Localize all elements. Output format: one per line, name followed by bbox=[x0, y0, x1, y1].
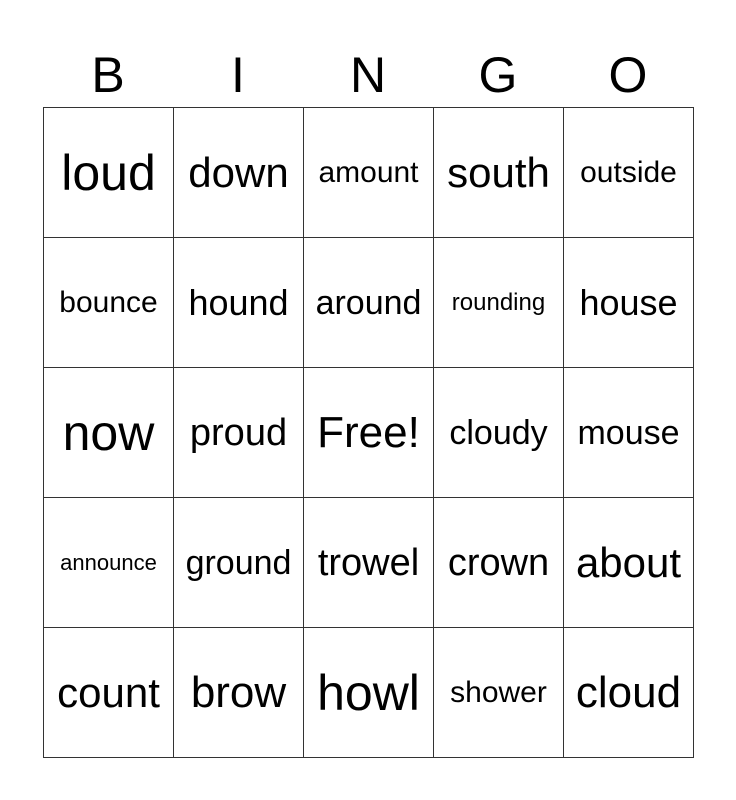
bingo-cell[interactable]: rounding bbox=[434, 238, 564, 368]
header-letter-b: B bbox=[91, 47, 125, 103]
bingo-cell[interactable]: bounce bbox=[44, 238, 174, 368]
bingo-cell[interactable]: now bbox=[44, 368, 174, 498]
bingo-header bbox=[43, 44, 693, 106]
header-letter-o: O bbox=[608, 47, 648, 103]
bingo-cell[interactable]: howl bbox=[304, 628, 434, 758]
bingo-card-grid bbox=[43, 107, 694, 758]
bingo-cell[interactable]: proud bbox=[174, 368, 304, 498]
bingo-cell[interactable]: outside bbox=[564, 108, 694, 238]
header-letter-i: I bbox=[231, 47, 245, 103]
bingo-cell[interactable]: around bbox=[304, 238, 434, 368]
bingo-cell[interactable]: mouse bbox=[564, 368, 694, 498]
header-letter-g: G bbox=[478, 47, 518, 103]
bingo-cell[interactable]: count bbox=[44, 628, 174, 758]
bingo-cell[interactable]: amount bbox=[304, 108, 434, 238]
bingo-cell[interactable]: crown bbox=[434, 498, 564, 628]
bingo-cell[interactable]: trowel bbox=[304, 498, 434, 628]
bingo-cell[interactable]: loud bbox=[44, 108, 174, 238]
bingo-cell[interactable]: cloudy bbox=[434, 368, 564, 498]
bingo-cell[interactable]: shower bbox=[434, 628, 564, 758]
bingo-cell[interactable]: brow bbox=[174, 628, 304, 758]
bingo-cell[interactable]: ground bbox=[174, 498, 304, 628]
bingo-cell[interactable]: cloud bbox=[564, 628, 694, 758]
bingo-cell[interactable]: hound bbox=[174, 238, 304, 368]
free-space-cell[interactable]: Free! bbox=[304, 368, 434, 498]
bingo-cell[interactable]: about bbox=[564, 498, 694, 628]
header-letter-n: N bbox=[349, 47, 387, 103]
bingo-cell[interactable]: announce bbox=[44, 498, 174, 628]
bingo-cell[interactable]: south bbox=[434, 108, 564, 238]
bingo-cell[interactable]: down bbox=[174, 108, 304, 238]
bingo-cell[interactable]: house bbox=[564, 238, 694, 368]
